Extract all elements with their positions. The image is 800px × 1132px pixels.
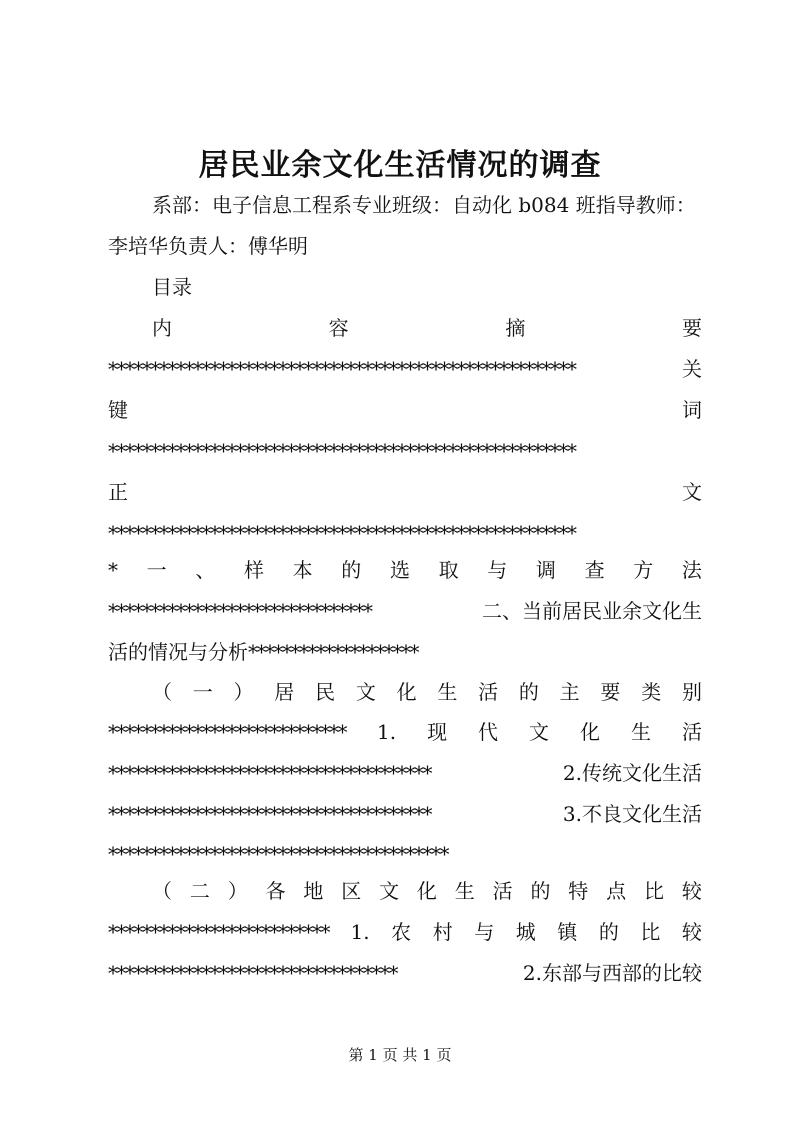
toc-char: 比 — [643, 879, 664, 903]
toc-char: 的 — [598, 920, 619, 944]
toc-char: 要 — [600, 680, 621, 704]
toc-char: 样 — [243, 558, 264, 582]
toc-char: 选 — [389, 558, 410, 582]
meta-line-2: 李培华负责人：傅华明 — [108, 234, 308, 258]
dot-leader: ******************** — [248, 640, 418, 664]
toc-char: 城 — [515, 920, 536, 944]
toc-char: 居 — [274, 680, 295, 704]
dot-leader: ************************************** — [108, 802, 431, 826]
toc-char: （ — [152, 879, 172, 903]
toc-char: 化 — [396, 680, 417, 704]
toc-char: * — [108, 558, 118, 582]
toc-keywords-leader-line — [108, 436, 702, 466]
toc-keyword-char: 关 — [682, 357, 702, 381]
toc-char: 地 — [303, 879, 324, 903]
document-title: 居民业余文化生活情况的调查 — [198, 148, 602, 183]
toc-char: 1. — [376, 720, 397, 744]
toc-char: 镇 — [557, 920, 578, 944]
toc-abstract-char: 摘 — [505, 316, 526, 340]
toc-char: 农 — [391, 920, 412, 944]
dot-leader: ************************** — [108, 920, 329, 944]
toc-abstract-leader-line — [108, 354, 702, 384]
toc-section-2-title: 二、当前居民业余文化生 — [482, 599, 702, 623]
toc-char: 文 — [355, 680, 376, 704]
toc-keyword-char: 词 — [682, 398, 702, 422]
toc-char: 查 — [584, 558, 605, 582]
toc-sub1-end — [108, 839, 702, 869]
toc-char: 主 — [559, 680, 580, 704]
toc-char: 活 — [492, 879, 513, 903]
toc-sub1-item-3 — [108, 799, 702, 829]
toc-char: 比 — [640, 920, 661, 944]
toc-heading: 目录 — [152, 275, 192, 299]
toc-char: 与 — [474, 920, 495, 944]
toc-char: 代 — [478, 720, 499, 744]
dot-leader: ******************************* — [108, 599, 372, 623]
toc-body-char: 文 — [682, 480, 702, 504]
toc-char: 的 — [341, 558, 362, 582]
toc-char: 1. — [350, 920, 370, 944]
toc-char: ） — [233, 680, 254, 704]
toc-section-1 — [108, 555, 702, 585]
toc-char: 类 — [641, 680, 662, 704]
toc-char: 调 — [535, 558, 556, 582]
toc-char: 别 — [681, 680, 702, 704]
toc-char: 较 — [681, 879, 702, 903]
meta-line-1: 系部：电子信息工程系专业班级：自动化 b084 班指导教师： — [152, 193, 696, 217]
toc-abstract-char: 内 — [152, 316, 172, 340]
toc-char: 特 — [568, 879, 589, 903]
toc-char: 的 — [518, 680, 539, 704]
toc-keywords-line — [108, 395, 702, 425]
toc-char: 生 — [631, 720, 651, 744]
toc-char: 法 — [681, 558, 702, 582]
toc-item-title: 2.传统文化生活 — [562, 761, 702, 785]
toc-char: 、 — [195, 558, 216, 582]
toc-char: 本 — [292, 558, 313, 582]
toc-abstract-line — [152, 313, 702, 343]
toc-subsection-1 — [152, 677, 702, 707]
toc-char: ） — [227, 879, 248, 903]
toc-sub1-item-1 — [108, 717, 702, 747]
toc-char: 活 — [478, 680, 499, 704]
toc-char: 一 — [146, 558, 167, 582]
toc-subsection-2 — [152, 876, 702, 906]
toc-section-2-cont — [108, 637, 702, 667]
dot-leader: ******************************************************* — [108, 521, 576, 545]
dot-leader: ********************************** — [108, 961, 397, 985]
toc-char: 与 — [487, 558, 508, 582]
toc-char: 较 — [681, 920, 702, 944]
toc-abstract-char: 容 — [328, 316, 349, 340]
dot-leader: ******************************************************* — [108, 439, 576, 463]
toc-char: 生 — [437, 680, 458, 704]
toc-char: 的 — [530, 879, 551, 903]
toc-char: 化 — [416, 879, 437, 903]
toc-char: 化 — [580, 720, 601, 744]
toc-sub2-item-2 — [108, 958, 702, 988]
toc-body-line — [108, 477, 702, 507]
toc-section-2-title-cont: 活的情况与分析 — [108, 640, 248, 664]
toc-char: 方 — [633, 558, 654, 582]
dot-leader: ******************************************************* — [108, 357, 576, 381]
toc-item-title: 3.不良文化生活 — [562, 802, 702, 826]
toc-char: 点 — [606, 879, 627, 903]
toc-char: （ — [152, 680, 172, 704]
dot-leader: **************************** — [108, 720, 346, 744]
dot-leader: ************************************** — [108, 761, 431, 785]
toc-char: 区 — [341, 879, 362, 903]
toc-char: 现 — [427, 720, 448, 744]
toc-char: 取 — [438, 558, 459, 582]
toc-body-char: 正 — [108, 480, 128, 504]
toc-char: 各 — [265, 879, 286, 903]
toc-keyword-char: 键 — [108, 398, 128, 422]
dot-leader: **************************************** — [108, 842, 448, 866]
toc-body-leader-line — [108, 518, 702, 548]
toc-sub1-item-2 — [108, 758, 702, 788]
page-footer: 第 1 页 共 1 页 — [348, 1046, 452, 1064]
toc-char: 二 — [189, 879, 210, 903]
toc-sub2-item-1 — [108, 917, 702, 947]
toc-char: 文 — [529, 720, 550, 744]
toc-char: 一 — [192, 680, 213, 704]
toc-char: 村 — [432, 920, 453, 944]
toc-abstract-char: 要 — [681, 316, 702, 340]
toc-char: 活 — [681, 720, 702, 744]
toc-char: 民 — [315, 680, 336, 704]
toc-char: 文 — [379, 879, 400, 903]
toc-section-2 — [108, 596, 702, 626]
toc-char: 生 — [454, 879, 475, 903]
toc-item-title: 2.东部与西部的比较 — [522, 961, 702, 985]
